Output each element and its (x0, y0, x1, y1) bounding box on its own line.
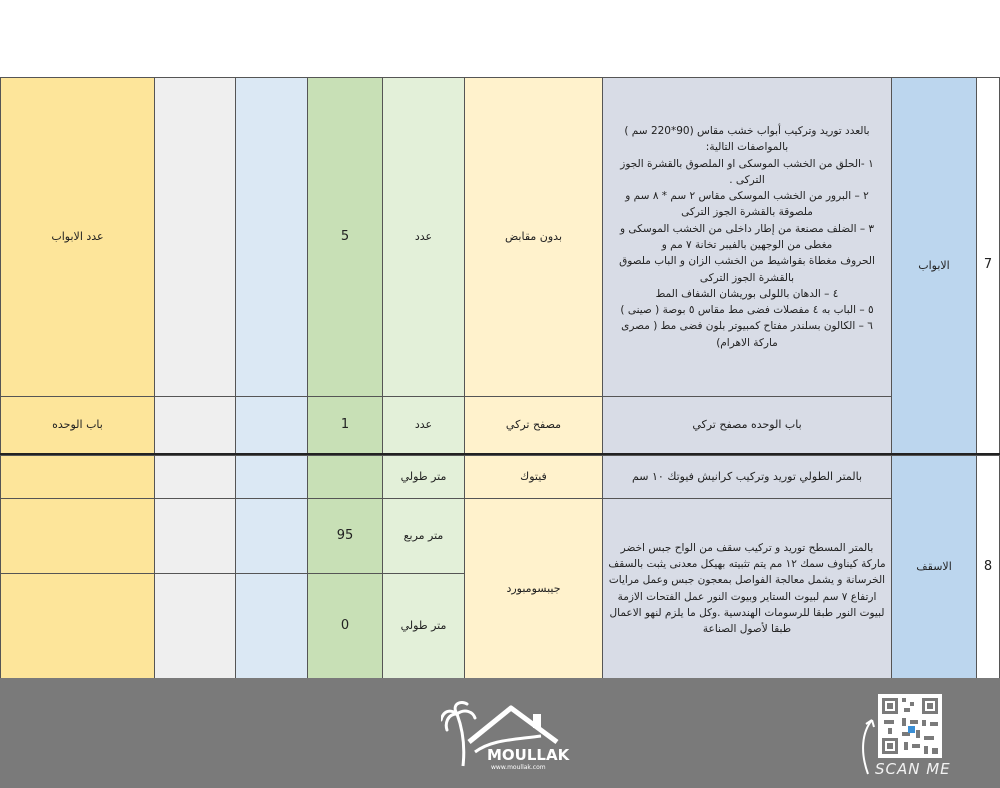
item-note (0, 573, 155, 679)
item-type: مصفح تركي (464, 396, 603, 454)
item-empty-gray (154, 498, 236, 574)
item-quantity: 95 (307, 498, 383, 574)
brand-name: MOULLAK (487, 746, 570, 764)
item-empty-gray (154, 77, 236, 397)
brand-website: www.moullak.com (491, 764, 546, 771)
item-empty-blue (235, 77, 308, 397)
item-description: باب الوحده مصفح تركي (602, 396, 892, 454)
item-type: جيبسومبورد (464, 498, 603, 679)
item-description: بالمتر الطولي توريد وتركيب كرانيش فيوتك ١٠ سم (602, 455, 892, 499)
item-quantity: 5 (307, 77, 383, 397)
item-unit: عدد (382, 396, 465, 454)
item-unit: متر طولي (382, 455, 465, 499)
item-description: بالمتر المسطح توريد و تركيب سقف من الواح جبس اخضر ماركة كيناوف سمك ١٢ مم يتم تثبيته بهيكل معدنى يثبت بالسقف الخرسانة و يشمل معالجة الفواصل بمعجون جبس وعمل مرايات ارتفاع ٧ سم لبيوت الستاير وبيوت النور عمل الفتحات الازمة لبيوت النور طبقا للرسومات الهندسية .وكل ما يلزم لنهو الاعمال طبقا لأصول الصناعة (602, 498, 892, 679)
moullak-logo (441, 700, 571, 772)
item-description: بالعدد توريد وتركيب أبواب خشب مقاس (90*220 سم ) بالمواصفات التالية: ١ -الحلق من الخشب الموسكى او الملصوق بالقشرة الجوز التركى . ٢ – البرور من الخشب الموسكى مقاس ٢ سم * ٨ سم و ملصوقة بالقشرة الجوز التركى ٣ – الضلف مصنعة من إطار داخلى من الخشب الموسكى و مغطى من الوجهين بالفيبر تخانة ٧ مم و الحروف مغطاة بقواشيط من الخشب الزان و الباب ملصوق بالقشرة الجوز التركى ٤ – الدهان باللولى بوريشان الشفاف المط ٥ – الباب به ٤ مفصلات فضى مط مقاس ٥ بوصة ( صينى ) ٦ – الكالون بسلندر مفتاح كمبيوتر بلون فضى مط ( مصرى ماركة الاهرام) (602, 77, 892, 397)
item-note: عدد الابواب (0, 77, 155, 397)
item-unit: متر طولي (382, 573, 465, 679)
item-unit: متر مربع (382, 498, 465, 574)
item-empty-gray (154, 573, 236, 679)
item-quantity: 0 (307, 573, 383, 679)
item-empty-gray (154, 455, 236, 499)
item-empty-blue (235, 396, 308, 454)
category-cell: الابواب (891, 77, 977, 454)
item-quantity (307, 455, 383, 499)
item-note: باب الوحده (0, 396, 155, 454)
scan-me-label: SCAN ME (875, 760, 951, 778)
row-number: 8 (976, 455, 1000, 679)
item-unit: عدد (382, 77, 465, 397)
item-type: فيتوك (464, 455, 603, 499)
category-cell: الاسقف (891, 455, 977, 679)
item-empty-blue (235, 498, 308, 574)
item-note (0, 498, 155, 574)
row-number: 7 (976, 77, 1000, 454)
item-empty-blue (235, 455, 308, 499)
item-note (0, 455, 155, 499)
item-empty-blue (235, 573, 308, 679)
item-type: بدون مقابض (464, 77, 603, 397)
item-empty-gray (154, 396, 236, 454)
item-quantity: 1 (307, 396, 383, 454)
